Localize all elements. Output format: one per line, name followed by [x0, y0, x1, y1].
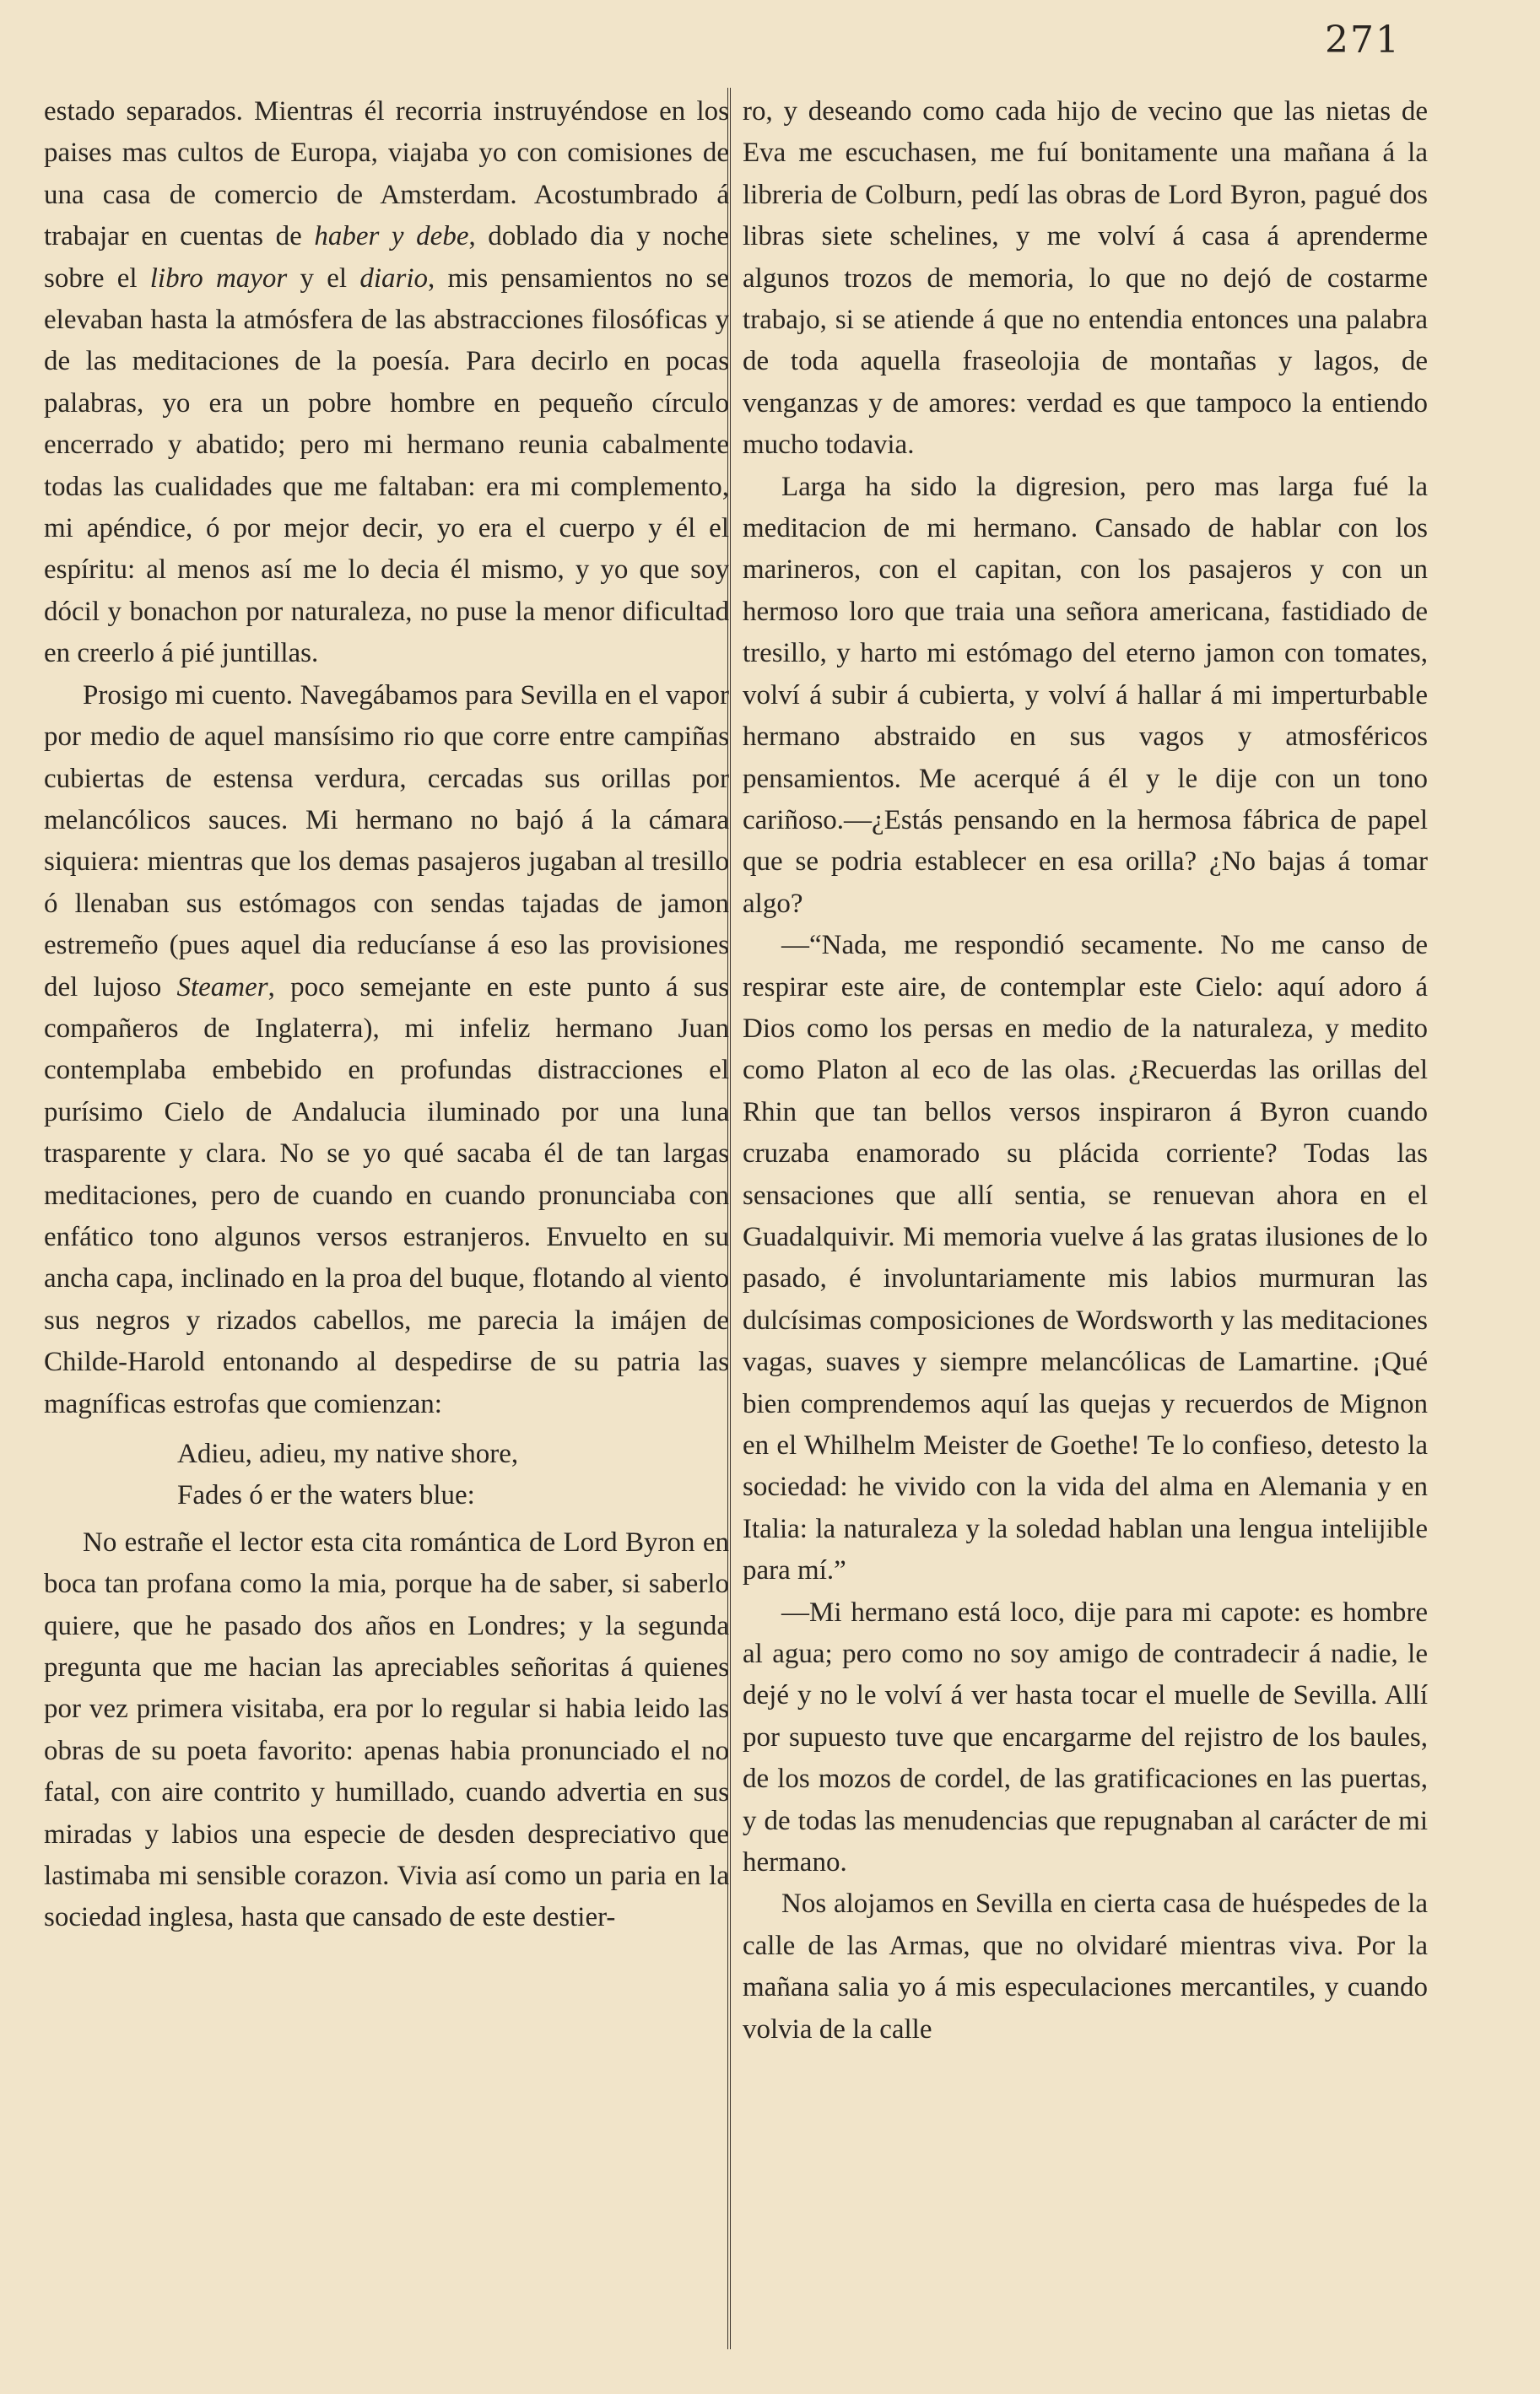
text-run: Prosigo mi cuento. Navegábamos para Sevilla en el vapor por medio de aquel mansísimo rio que corre entre campiñas cubiertas de estensa verdura, cercadas sus orillas por melancólicos sauces. Mi hermano no bajó á la cámara siquiera: mientras que los demas pasajeros jugaban al tresillo ó llenaban sus estómagos con sendas tajadas de jamon estremeño (pues aquel dia reducíanse á eso las provisiones del lujoso	[44, 679, 729, 1002]
text-run: y el	[287, 262, 360, 294]
italic-text: libro mayor	[149, 262, 288, 294]
left-column-text	[44, 91, 729, 1425]
text-run: Nos alojamos en Sevilla en cierta casa de huéspedes de la calle de las Armas, que no olvidaré mientras viva. Por la mañana salia yo á mis especulaciones mercantiles, y cuando volvia de la calle	[743, 1889, 1428, 2045]
text-run: —“Nada, me respondió secamente. No me canso de respirar este aire, de contemplar este Cielo: aquí adoro á Dios como los persas en medio de la naturaleza, y medito como Platon al eco de las olas. ¿Recuerdas las orillas del Rhin que tan bellos versos inspiraron á Byron cuando cruzaba enamorado su plácida corriente? Todas las sensaciones que allí sentia, se renuevan ahora en el Guadalquivir. Mi memoria vuelve á las gratas ilusiones de lo pasado, é involuntariamente mis labios murmuran las dulcísimas composiciones de Wordsworth y las meditaciones vagas, suaves y siempre melancólicas de Lamartine. ¡Qué bien comprendemos aquí las quejas y recuerdos de Mignon en el Whilhelm Meister de Goethe! Te lo confieso, detesto la sociedad: he vivido con la vida del alma en Alemania y en Italia: la naturaleza y la soledad hablan una lengua intelijible para mí.”	[743, 930, 1428, 1586]
text-run: , poco semejante en este punto á sus compañeros de Inglaterra), mi infeliz hermano Juan contemplaba embebido en profundas distracciones el purísimo Cielo de Andalucia iluminado por una luna trasparente y clara. No se yo qué sacaba él de tan largas meditaciones, pero de cuando en cuando pronunciaba con enfático tono algunos versos estranjeros. Envuelto en su ancha capa, inclinado en la proa del buque, flotando al viento sus negros y rizados cabellos, me parecia la imájen de Childe-Harold entonando al despedirse de su patria las magníficas estrofas que comienzan:	[44, 971, 729, 1419]
paragraph	[44, 91, 729, 675]
verse-quote	[44, 1434, 729, 1517]
paragraph	[44, 1522, 729, 1939]
right-column-text	[743, 91, 1428, 2051]
paragraph	[743, 1883, 1428, 2051]
text-run: —Mi hermano está loco, dije para mi capote: es hombre al agua; pero como no soy amigo de contradecir á nadie, le dejé y no le volví á ver hasta tocar el muelle de Sevilla. Allí por supuesto tuve que encargarme del rejistro de los baules, de los mozos de cordel, de las gratificaciones en las puertas, y de todas las menudencias que repugnaban al carácter de mi hermano.	[743, 1597, 1428, 1878]
page-number: 271	[1325, 19, 1401, 62]
paragraph	[743, 925, 1428, 1592]
verse-line: Fades ó er the waters blue:	[177, 1480, 475, 1511]
text-run: estado separados. Mientras él recorria instruyéndose en los paises mas cultos de Europa, viajaba yo con comisiones de una casa de comercio de Amsterdam. Acostumbrado á trabajar en cuentas de	[44, 96, 729, 252]
paragraph	[743, 91, 1428, 467]
left-column-text-after-verse	[44, 1522, 729, 1939]
text-run: , doblado dia y noche sobre el	[44, 221, 729, 294]
left-column	[44, 91, 729, 1939]
paragraph	[743, 467, 1428, 925]
italic-text: haber y debe	[314, 221, 469, 252]
text-run: Larga ha sido la digresion, pero mas larga fué la meditacion de mi hermano. Cansado de hablar con los marineros, con el capitan, con los pasajeros y con un hermoso loro que traia una señora americana, fastidiado de tresillo, y harto mi estómago del eterno jamon con tomates, volví á subir á cubierta, y volví á hallar á mi imperturbable hermano abstraido en sus vagos y atmosféricos pensamientos. Me acerqué á él y le dije con un tono cariñoso.—¿Estás pensando en la hermosa fábrica de papel que se podria establecer en esa orilla? ¿No bajas á tomar algo?	[743, 471, 1428, 919]
text-run: , mis pensamientos no se elevaban hasta la atmósfera de las abstracciones filosóficas y de las meditaciones de la poesía. Para decirlo en pocas palabras, yo era un pobre hombre en pequeño círculo encerrado y abatido; pero mi hermano reunia cabalmente todas las cualidades que me faltaban: era mi complemento, mi apéndice, ó por mejor decir, yo era el cuerpo y él el espíritu: al menos así me lo decia él mismo, y yo que soy dócil y bonachon por naturaleza, no puse la menor dificultad en creerlo á pié juntillas.	[44, 262, 729, 669]
paragraph	[743, 1592, 1428, 1884]
text-run: ro, y deseando como cada hijo de vecino que las nietas de Eva me escuchasen, me fuí bonitamente una mañana á la libreria de Colburn, pedí las obras de Lord Byron, pagué dos libras siete schelines, y me volví á casa á aprenderme algunos trozos de memoria, lo que no dejó de costarme trabajo, si se atiende á que no entendia entonces una palabra de toda aquella fraseolojia de montañas y lagos, de venganzas y de amores: verdad es que tampoco la entiendo mucho todavia.	[743, 96, 1428, 461]
italic-text: diario	[359, 262, 428, 294]
paragraph	[44, 675, 729, 1425]
italic-text: Steamer	[176, 971, 268, 1002]
verse-line: Adieu, adieu, my native shore,	[177, 1439, 519, 1469]
right-column	[743, 91, 1428, 2051]
text-run: No estrañe el lector esta cita romántica de Lord Byron en boca tan profana como la mia, porque ha de saber, si saberlo quiere, que he pasado dos años en Londres; y la segunda pregunta que me hacian las apreciables señoritas á quienes por vez primera visitaba, era por lo regular si habia leido las obras de su poeta favorito: apenas habia pronunciado el no fatal, con aire contrito y humillado, cuando advertia en sus miradas y labios una especie de desden despreciativo que lastimaba mi sensible corazon. Vivia así como un paria en la sociedad inglesa, hasta que cansado de este destier-	[44, 1527, 729, 1933]
